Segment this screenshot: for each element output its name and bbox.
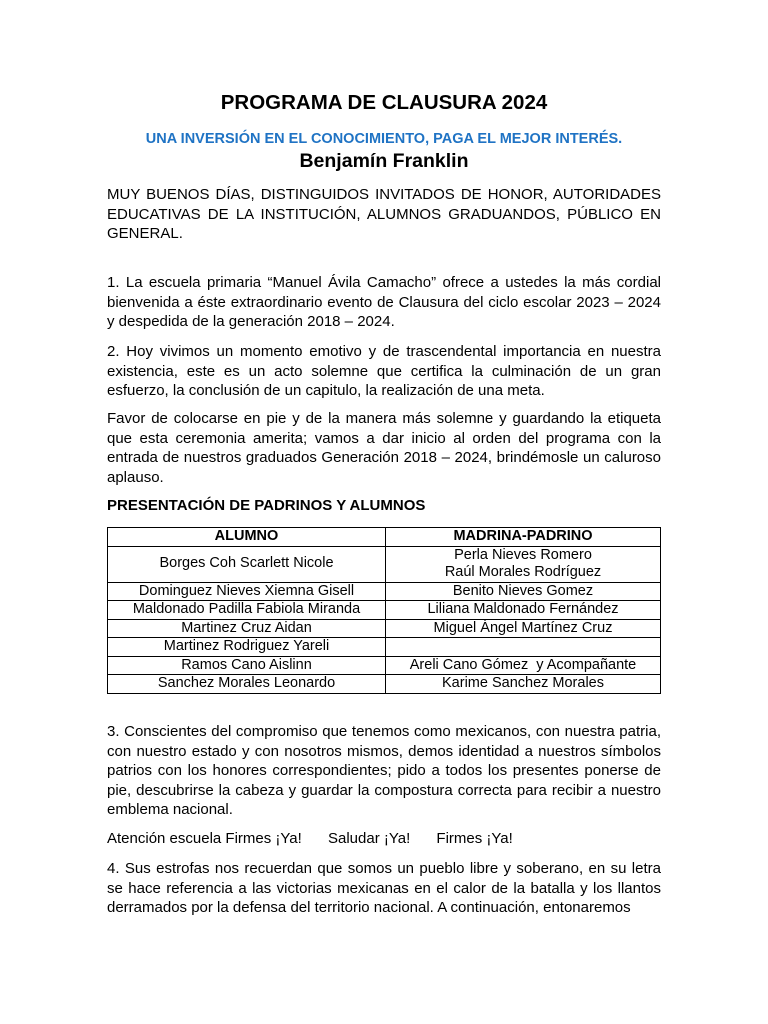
sponsor-name: Perla Nieves Romero bbox=[454, 546, 592, 563]
student-cell: Maldonado Padilla Fabiola Miranda bbox=[108, 601, 386, 620]
sponsor-cell: Karime Sanchez Morales bbox=[386, 675, 661, 694]
command-text: Atención escuela Firmes ¡Ya! bbox=[107, 830, 302, 847]
paragraph-favor: Favor de colocarse en pie y de la manera más solemne y guardando la etiqueta que esta ceremonia amerita; vamos a dar inicio al orden del programa con la entrada de nuestros graduados Generación 2018 – 2024, brindémosle un caluroso aplauso. bbox=[107, 410, 661, 486]
student-cell: Ramos Cano Aislinn bbox=[108, 656, 386, 675]
commands-line bbox=[107, 829, 661, 849]
table-row bbox=[108, 546, 661, 582]
paragraph-1: 1. La escuela primaria “Manuel Ávila Camacho” ofrece a ustedes la más cordial bienvenida a éste extraordinario evento de Clausura del ciclo escolar 2023 – 2024 y despedida de la generación 2018 – 2024. bbox=[107, 274, 661, 330]
table-row bbox=[108, 619, 661, 638]
student-cell: Martinez Rodriguez Yareli bbox=[108, 638, 386, 657]
sponsor-cell: Benito Nieves Gomez bbox=[386, 582, 661, 601]
greeting-paragraph: MUY BUENOS DÍAS, DISTINGUIDOS INVITADOS DE HONOR, AUTORIDADES EDUCATIVAS DE LA INSTITUCIÓN, ALUMNOS GRADUANDOS, PÚBLICO EN GENERAL. bbox=[107, 186, 661, 242]
sponsor-cell bbox=[386, 546, 661, 582]
document-title: PROGRAMA DE CLAUSURA 2024 bbox=[220, 91, 548, 114]
table-row bbox=[108, 656, 661, 675]
table-row bbox=[108, 582, 661, 601]
table-row bbox=[108, 601, 661, 620]
column-header-sponsor: MADRINA-PADRINO bbox=[386, 528, 661, 547]
command-text: Firmes ¡Ya! bbox=[436, 830, 513, 847]
sponsors-table bbox=[107, 527, 661, 694]
table-row bbox=[108, 675, 661, 694]
sponsor-cell: Miguel Ángel Martínez Cruz bbox=[386, 619, 661, 638]
student-cell: Borges Coh Scarlett Nicole bbox=[108, 546, 386, 582]
student-cell: Dominguez Nieves Xiemna Gisell bbox=[108, 582, 386, 601]
quote-author: Benjamín Franklin bbox=[299, 150, 469, 172]
table-header-row bbox=[108, 528, 661, 547]
section-heading: PRESENTACIÓN DE PADRINOS Y ALUMNOS bbox=[107, 497, 426, 514]
table-row bbox=[108, 638, 661, 657]
command-text: Saludar ¡Ya! bbox=[327, 830, 411, 847]
paragraph-3: 3. Conscientes del compromiso que tenemos como mexicanos, con nuestra patria, con nuestro estado y con nosotros mismos, demos identidad a nuestros símbolos patrios con los honores correspondientes; pido a todos los presentes ponerse de pie, descubrirse la cabeza y guardar la compostura correcta para recibir a nuestro emblema nacional. bbox=[107, 723, 661, 818]
student-cell: Martinez Cruz Aidan bbox=[108, 619, 386, 638]
quote-text: UNA INVERSIÓN EN EL CONOCIMIENTO, PAGA EL MEJOR INTERÉS. bbox=[145, 131, 623, 147]
sponsor-cell: Areli Cano Gómez y Acompañante bbox=[386, 656, 661, 675]
column-header-student: ALUMNO bbox=[108, 528, 386, 547]
sponsor-name: Raúl Morales Rodríguez bbox=[444, 564, 602, 580]
sponsor-cell bbox=[386, 638, 661, 657]
sponsor-cell: Liliana Maldonado Fernández bbox=[386, 601, 661, 620]
paragraph-4: 4. Sus estrofas nos recuerdan que somos un pueblo libre y soberano, en su letra se hace referencia a las victorias mexicanas en el calor de la batalla y los llantos derramados por la defensa del territorio nacional. A continuación, entonaremos bbox=[107, 860, 661, 916]
paragraph-2: 2. Hoy vivimos un momento emotivo y de trascendental importancia en nuestra existencia, este es un acto solemne que certifica la culminación de un gran esfuerzo, la conclusión de un capitulo, la realización de una meta. bbox=[107, 343, 661, 399]
student-cell: Sanchez Morales Leonardo bbox=[108, 675, 386, 694]
